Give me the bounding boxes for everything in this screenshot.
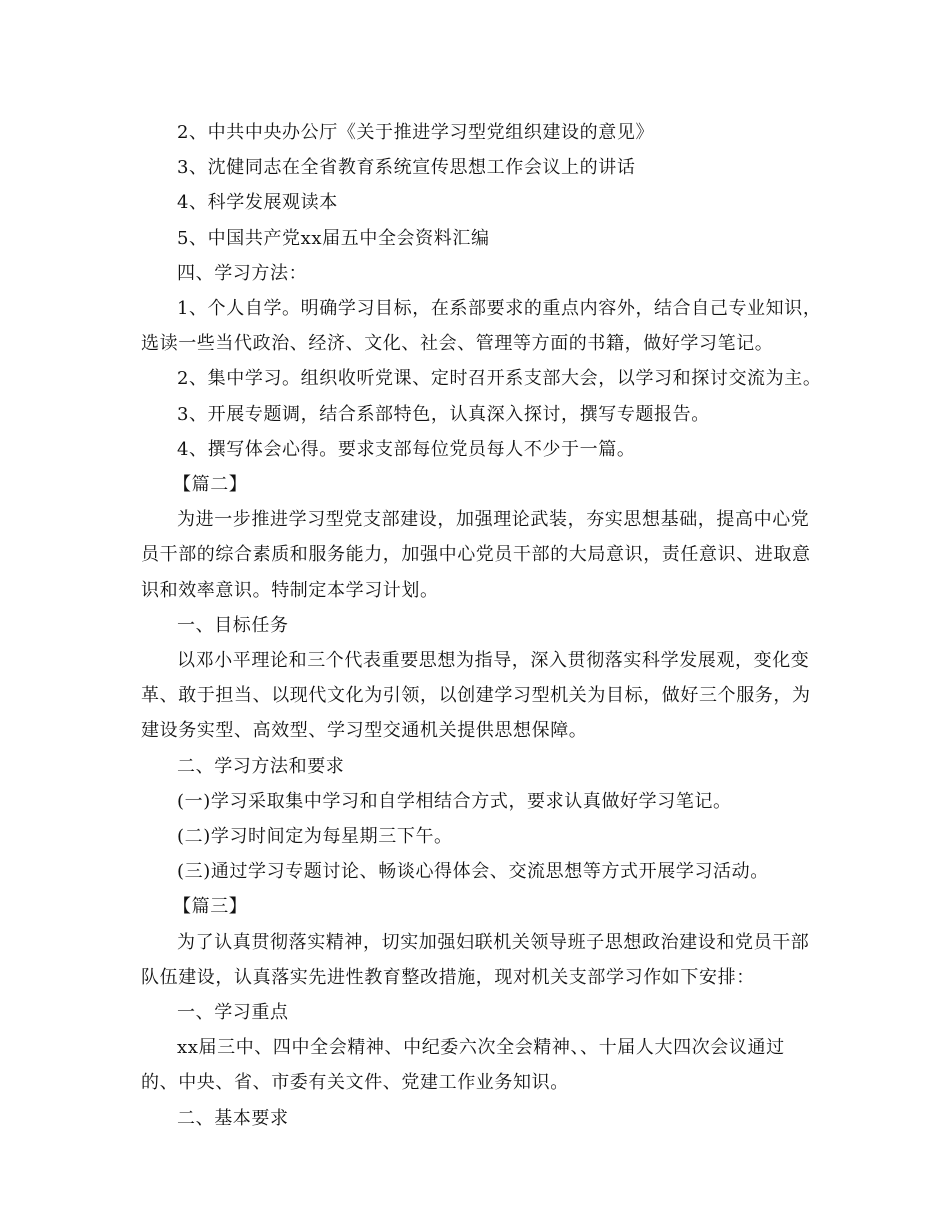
paragraph-line: xx届三中、四中全会精神、中纪委六次全会精神、、十届人大四次会议通过 — [177, 1037, 785, 1059]
paragraph-line: 选读一些当代政治、经济、文化、社会、管理等方面的书籍，做好学习笔记。 — [141, 333, 774, 355]
section-heading-study-focus: 一、学习重点 — [177, 1002, 289, 1024]
paragraph-line: 的、中央、省、市委有关文件、党建工作业务知识。 — [141, 1072, 569, 1094]
section-heading-methods-requirements: 二、学习方法和要求 — [177, 755, 345, 777]
requirement-item-2: (二)学习时间定为每星期三下午。 — [177, 826, 453, 848]
reading-item-2: 2、中共中央办公厅《关于推进学习型党组织建设的意见》 — [177, 122, 655, 143]
paragraph-line: 革、敢于担当、以现代文化为引领，以创建学习型机关为目标，做好三个服务，为 — [141, 685, 811, 707]
part-2-intro-paragraph — [141, 502, 825, 608]
section-heading-study-methods: 四、学习方法： — [177, 262, 308, 284]
section-heading-basic-requirements: 二、基本要求 — [177, 1107, 289, 1129]
paragraph-line: 为进一步推进学习型党支部建设，加强理论武装，夯实思想基础，提高中心党 — [177, 509, 810, 531]
requirement-item-3: (三)通过学习专题讨论、畅谈心得体会、交流思想等方式开展学习活动。 — [177, 861, 769, 883]
reading-item-3: 3、沈健同志在全省教育系统宣传思想工作会议上的讲话 — [177, 157, 636, 179]
paragraph-line: 以邓小平理论和三个代表重要思想为指导，深入贯彻落实科学发展观，变化变 — [177, 650, 810, 672]
requirement-item-1: (一)学习采取集中学习和自学相结合方式，要求认真做好学习笔记。 — [177, 790, 732, 812]
reading-item-5: 5、中国共产党xx届五中全会资料汇编 — [177, 227, 490, 249]
study-focus-paragraph — [141, 1030, 825, 1100]
paragraph-line: 1、个人自学。明确学习目标，在系部要求的重点内容外，结合自己专业知识， — [177, 298, 822, 320]
paragraph-line: 为了认真贯彻落实精神，切实加强妇联机关领导班子思想政治建设和党员干部 — [177, 931, 810, 953]
paragraph-line: 队伍建设，认真落实先进性教育整改措施，现对机关支部学习作如下安排： — [141, 966, 755, 988]
method-3-line: 3、开展专题调，结合系部特色，认真深入探讨，撰写专题报告。 — [177, 403, 710, 425]
section-title-part-3: 【篇三】 — [173, 896, 248, 918]
goals-paragraph — [141, 643, 825, 749]
method-1-paragraph — [141, 291, 825, 361]
paragraph-line: 识和效率意识。特制定本学习计划。 — [141, 579, 439, 601]
document-body — [141, 115, 825, 1136]
method-2-line: 2、集中学习。组织收听党课、定时召开系支部大会，以学习和探讨交流为主。 — [177, 368, 822, 390]
part-3-intro-paragraph — [141, 925, 825, 995]
paragraph-line: 员干部的综合素质和服务能力，加强中心党员干部的大局意识，责任意识、进取意 — [141, 544, 811, 566]
reading-item-4: 4、科学发展观读本 — [177, 192, 338, 214]
method-4-line: 4、撰写体会心得。要求支部每位党员每人不少于一篇。 — [177, 438, 636, 460]
section-heading-goals: 一、目标任务 — [177, 614, 289, 636]
paragraph-line: 建设务实型、高效型、学习型交通机关提供思想保障。 — [141, 720, 588, 742]
section-title-part-2: 【篇二】 — [173, 474, 248, 496]
